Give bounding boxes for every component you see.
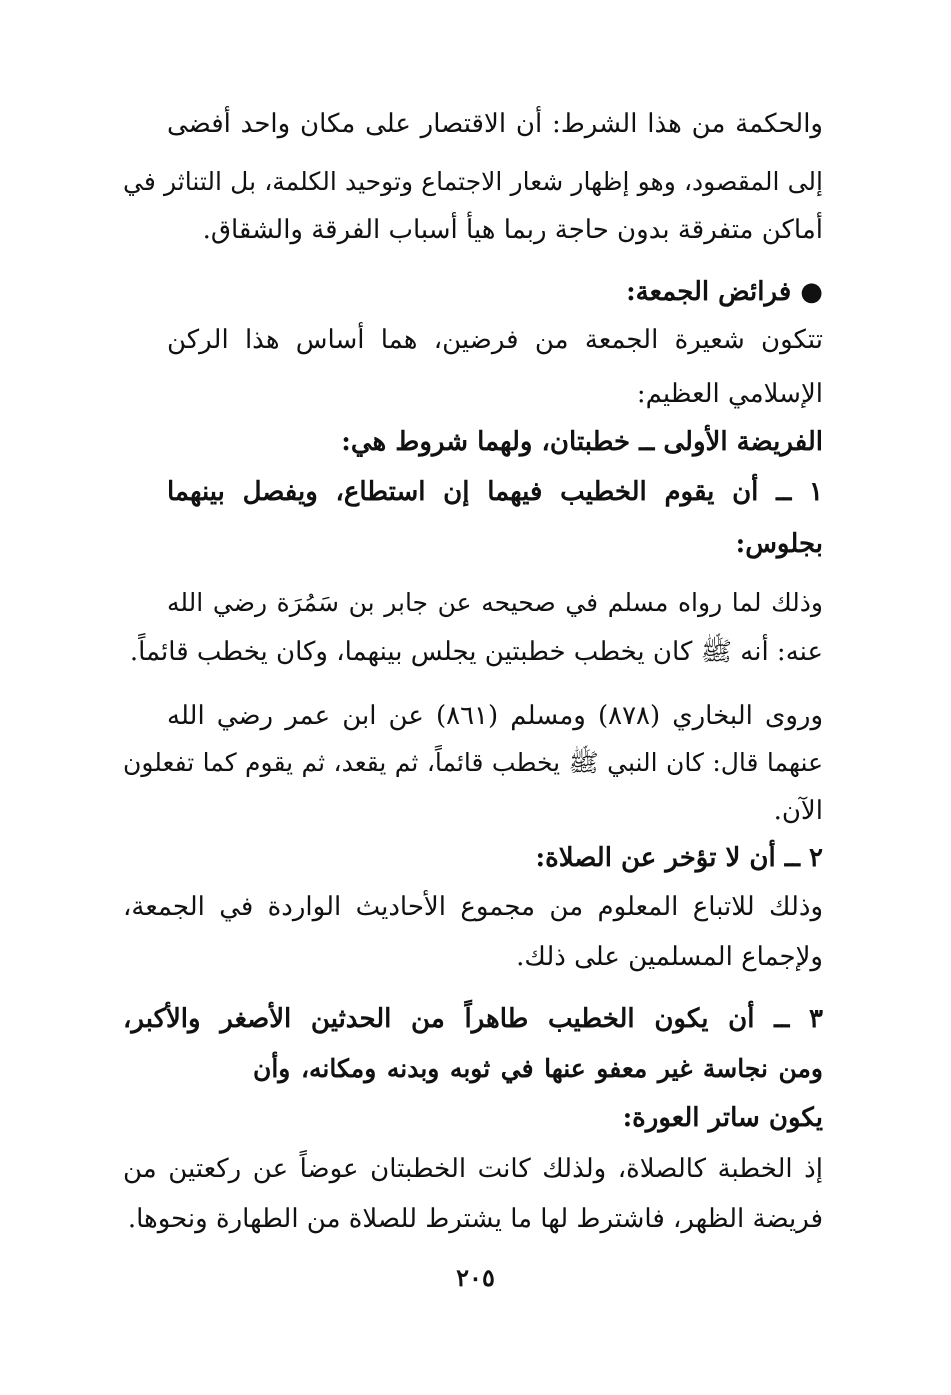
text-line: وذلك لما رواه مسلم في صحيحه عن جابر بن سَمُرَة رضي الله <box>167 588 823 617</box>
text-line: فريضة الظهر، فاشترط لها ما يشترط للصلاة من الطهارة ونحوها. <box>127 1204 823 1234</box>
text-line: وذلك للاتباع المعلوم من مجموع الأحاديث الواردة في الجمعة، <box>123 892 823 922</box>
section-heading-obligations: ● فرائض الجمعة: <box>626 277 823 307</box>
text-line: بجلوس: <box>735 529 823 559</box>
text-line: أماكن متفرقة بدون حاجة ربما هيأ أسباب الفرقة والشقاق. <box>202 215 823 245</box>
text-line: عنهما قال: كان النبي ﷺ يخطب قائماً، ثم يقعد، ثم يقوم كما تفعلون <box>123 748 823 777</box>
text-line: إلى المقصود، وهو إظهار شعار الاجتماع وتوحيد الكلمة، بل التناثر في <box>123 167 823 196</box>
text-line: والحكمة من هذا الشرط: أن الاقتصار على مكان واحد أفضى <box>167 109 823 139</box>
text-line: وروى البخاري (٨٧٨) ومسلم (٨٦١) عن ابن عمر رضي الله <box>167 701 824 731</box>
text-line: الآن. <box>773 796 823 826</box>
text-line: تتكون شعيرة الجمعة من فرضين، هما أساس هذا الركن <box>167 325 823 355</box>
condition-2: ٢ ــ أن لا تؤخر عن الصلاة: <box>535 843 823 873</box>
page-number: ٢٠٥ <box>456 1263 495 1292</box>
text-line: ٣ ــ أن يكون الخطيب طاهراً من الحدثين الأصغر والأكبر، <box>123 1004 823 1034</box>
text-line: ١ ــ أن يقوم الخطيب فيهما إن استطاع، ويفصل بينهما <box>167 477 823 507</box>
text-line: ومن نجاسة غير معفو عنها في ثوبه وبدنه ومكانه، وأن <box>253 1054 823 1083</box>
text-line: الإسلامي العظيم: <box>636 379 823 409</box>
text-line: يكون ساتر العورة: <box>622 1103 823 1133</box>
text-line: ولإجماع المسلمين على ذلك. <box>516 942 823 972</box>
text-line: إذ الخطبة كالصلاة، ولذلك كانت الخطبتان عوضاً عن ركعتين من <box>123 1154 823 1184</box>
heading-first-obligation: الفريضة الأولى ــ خطبتان، ولهما شروط هي: <box>341 427 823 457</box>
text-line: عنه: أنه ﷺ كان يخطب خطبتين يجلس بينهما، وكان يخطب قائماً. <box>129 637 823 667</box>
